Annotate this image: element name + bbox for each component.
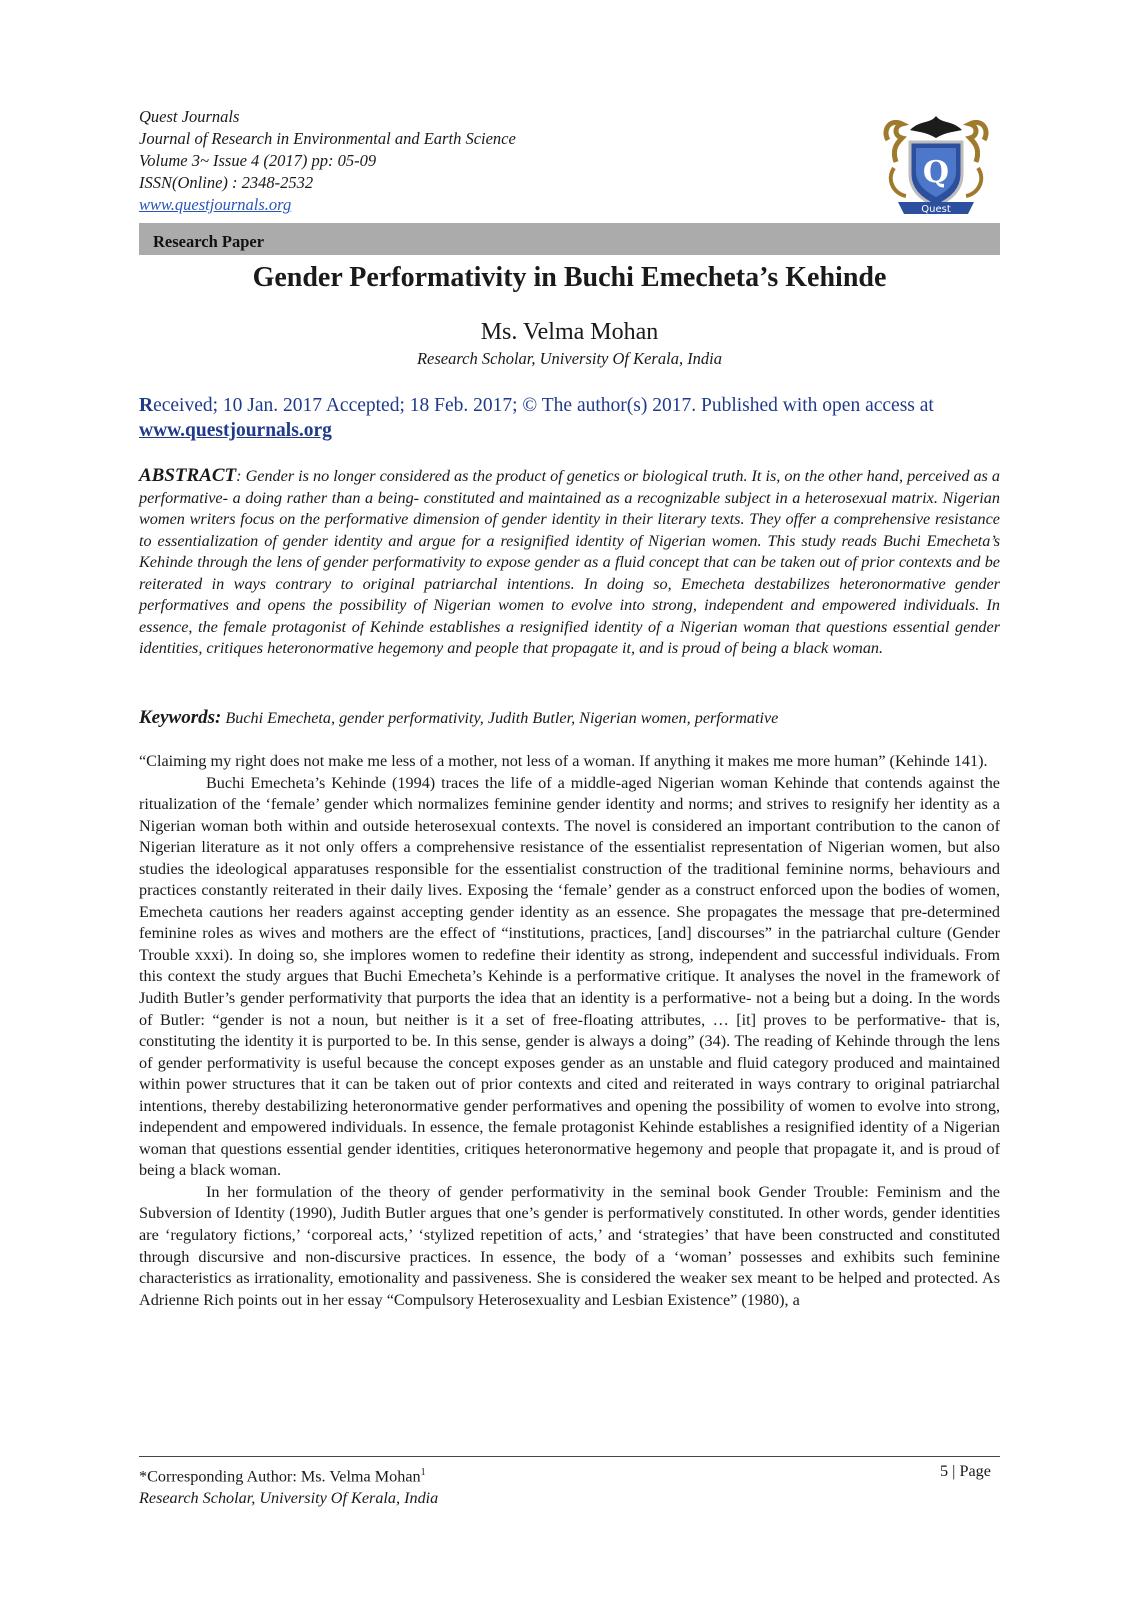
journal-url-link[interactable]: www.questjournals.org bbox=[139, 195, 292, 214]
journal-publisher: Quest Journals bbox=[139, 107, 240, 126]
quest-journals-logo bbox=[880, 110, 992, 222]
page-num: 5 bbox=[940, 1462, 949, 1480]
body-paragraph: Buchi Emecheta’s Kehinde (1994) traces the life of a middle-aged Nigerian woman Kehinde that contends against the ritualization of the ‘female’ gender which normalizes feminine gender identity and norms; and strives to resignify her identity as a Nigerian woman both within and outside heterosexual contexts. The novel is considered an important contribution to the canon of Nigerian literature as it not only offers a comprehensive resistance of the essentialist representation of Nigerian women, but also studies the ideological apparatuses responsible for the essentialist construction of the traditional feminine norms, behaviours and practices constantly reiterated in their daily lives. Exposing the ‘female’ gender as a construct enforced upon the bodies of women, Emecheta cautions her readers against accepting gender identity as an essence. She propagates the message that pre-determined feminine roles as wives and mothers are the effect of “institutions, practices, [and] discourses” in the patriarchal culture (Gender Trouble xxxi). In doing so, she implores women to redefine their identity as strong, independent and successful individuals. From this context the study argues that Buchi Emecheta’s Kehinde is a performative critique. It analyses the novel in the framework of Judith Butler’s gender performativity that purports the idea that an identity is a performative- not a being but a doing. In the words of Butler: “gender is not a noun, but neither is it a set of free-floating attributes, … [it] proves to be performative- that is, constituting the identity it is purported to be. In this sense, gender is always a doing” (34). The reading of Kehinde through the lens of gender performativity is useful because the concept exposes gender as an unstable and fluid category produced and maintained within power structures that it can be taken out of prior contexts and cited and reiterated in ways contrary to original patriarchal intentions, thereby destabilizing heteronormative gender performatives and opening the possibility of women to evolve into strong, independent and empowered individuals. In essence, the female protagonist Kehinde establishes a resignified identity of a Nigerian woman that questions essential gender identities, critiques heteronormative hegemony and people that propagate it, and is proud of being a black woman. bbox=[139, 773, 1000, 1180]
section-label: Research Paper bbox=[153, 232, 265, 251]
footer-corresponding bbox=[139, 1462, 438, 1509]
abstract-text: : Gender is no longer considered as the product of genetics or biological truth. It is, on the other hand, perceived as a performative- a doing rather than a being- constituted and maintained as a recognizable subject in a heterosexual matrix. Nigerian women writers focus on the performative dimension of gender identity in their literary texts. They offer a comprehensive resistance to essentialization of gender identity and argue for a resignified identity of Nigerian women. This study reads Buchi Emecheta’s Kehinde through the lens of gender performativity to expose gender as a fluid concept that can be taken out of prior contexts and be reiterated in ways contrary to original patriarchal intentions. In doing so, Emecheta destabilizes heteronormative gender performatives and opens the possibility of Nigerian women to evolve into strong, independent and empowered individuals. In essence, the female protagonist of Kehinde establishes a resignified identity of a Nigerian woman that questions essential gender identities, critiques heteronormative hegemony and people that propagate it, and is proud of being a black woman. bbox=[139, 467, 1000, 658]
epigraph-paragraph: “Claiming my right does not make me less of a mother, not less of a woman. If anything it makes me more human” (Kehinde 141). bbox=[139, 752, 988, 770]
author-affiliation: Research Scholar, University Of Kerala, India bbox=[416, 349, 723, 368]
paper-title: Gender Performativity in Buchi Emecheta’s Kehinde bbox=[252, 262, 887, 293]
corresponding-author: *Corresponding Author: Ms. Velma Mohan bbox=[139, 1467, 421, 1486]
keywords-label: Keywords: bbox=[139, 707, 222, 728]
journal-name: Journal of Research in Environmental and Earth Science bbox=[139, 129, 516, 148]
journal-volume: Volume 3~ Issue 4 (2017) pp: 05-09 bbox=[139, 151, 377, 170]
body-text bbox=[139, 751, 1000, 1311]
journal-issn: ISSN(Online) : 2348-2532 bbox=[139, 173, 314, 192]
section-bar bbox=[139, 223, 1000, 255]
journal-info bbox=[139, 106, 516, 216]
footer-affiliation: Research Scholar, University Of Kerala, India bbox=[139, 1489, 439, 1508]
received-text: eceived; 10 Jan. 2017 Accepted; 18 Feb. 2017; © The author(s) 2017. Published with open access at bbox=[153, 395, 934, 416]
received-line bbox=[139, 393, 1000, 443]
open-access-link[interactable]: www.questjournals.org bbox=[139, 420, 332, 441]
abstract bbox=[139, 465, 1000, 660]
keywords-text: Buchi Emecheta, gender performativity, Judith Butler, Nigerian women, performative bbox=[225, 709, 779, 727]
footer-divider bbox=[139, 1456, 1000, 1457]
svg-text:Quest: Quest bbox=[921, 204, 951, 215]
page-number: 5 | Page bbox=[940, 1462, 991, 1480]
body-paragraph: In her formulation of the theory of gender performativity in the seminal book Gender Trouble: Feminism and the Subversion of Identity (1990), Judith Butler argues that one’s gender is performatively constituted. In other words, gender identities are ‘regulatory fictions,’ ‘corporeal acts,’ ‘stylized repetition of acts,’ and ‘strategies’ that have been constructed and constituted through discursive and non-discursive practices. In essence, the body of a ‘woman’ possesses and exhibits such feminine characteristics as irrationality, emotionality and passiveness. She is considered the weaker sex meant to be helped and protected. As Adrienne Rich points out in her essay “Compulsory Heterosexuality and Lesbian Existence” (1980), a bbox=[139, 1182, 1000, 1309]
svg-text:Q: Q bbox=[922, 155, 950, 190]
author-superscript: 1 bbox=[420, 1467, 426, 1478]
abstract-label: ABSTRACT bbox=[139, 465, 237, 486]
keywords bbox=[139, 707, 1000, 729]
author-name: Ms. Velma Mohan bbox=[480, 319, 659, 345]
received-initial: R bbox=[139, 395, 154, 416]
page-label: Page bbox=[959, 1462, 991, 1480]
